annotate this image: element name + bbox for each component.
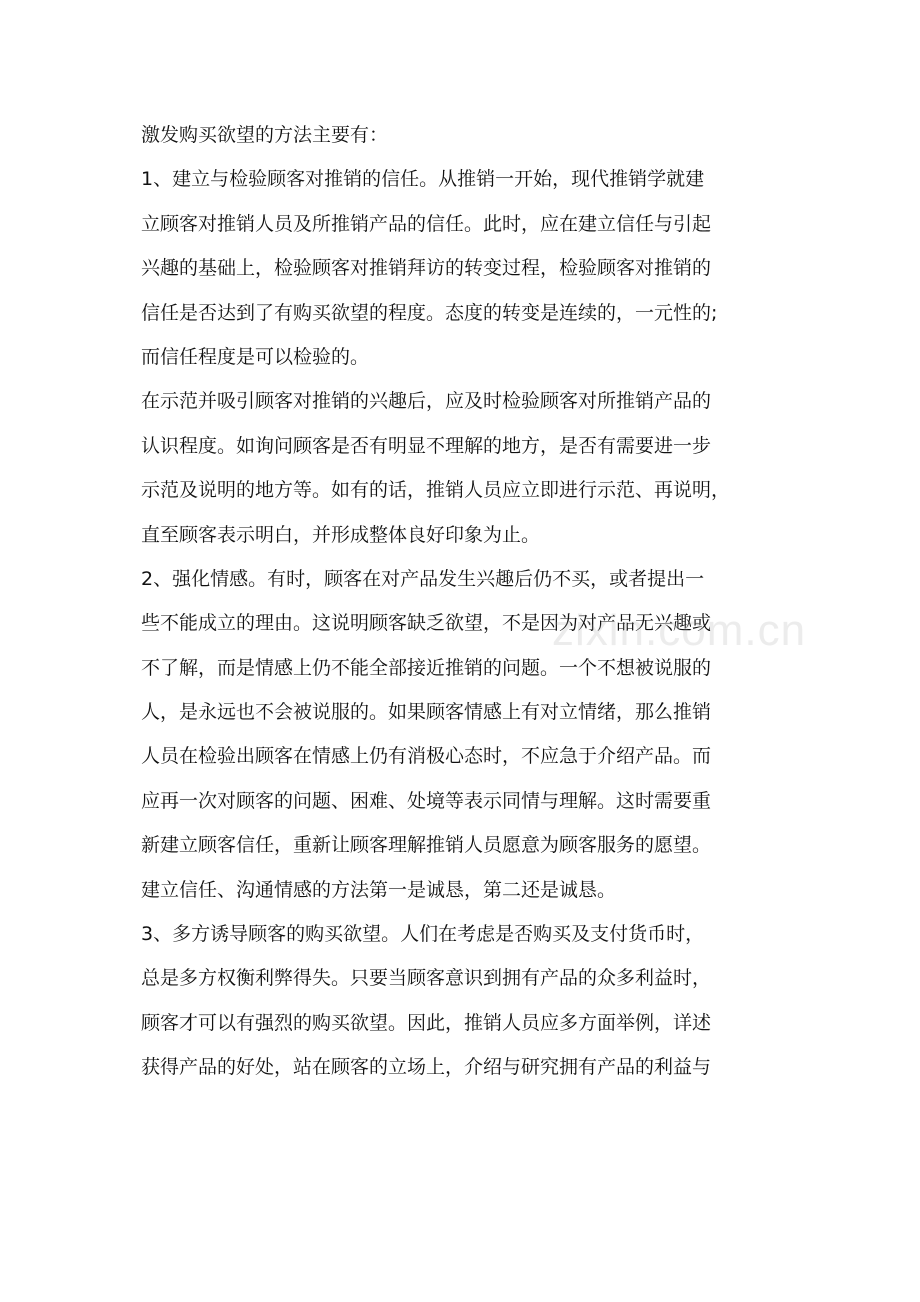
text-line: 认识程度。如询问顾客是否有明显不理解的地方，是否有需要进一步 xyxy=(141,434,712,457)
text-line: 激发购买欲望的方法主要有： xyxy=(141,124,389,146)
text-line: 立顾客对推销人员及所推销产品的信任。此时，应在建立信任与引起 xyxy=(141,212,712,235)
text-line: 3、多方诱导顾客的购买欲望。人们在考虑是否购买及支付货币时， xyxy=(141,923,705,946)
text-line: 人员在检验出顾客在情感上仍有消极心态时，不应急于介绍产品。而 xyxy=(141,745,712,768)
text-line: 人，是永远也不会被说服的。如果顾客情感上有对立情绪，那么推销 xyxy=(141,701,712,724)
text-line: 直至顾客表示明白，并形成整体良好印象为止。 xyxy=(141,523,541,546)
document-body xyxy=(141,113,801,1090)
text-line: 示范及说明的地方等。如有的话，推销人员应立即进行示范、再说明， xyxy=(141,479,731,502)
text-line: 不了解，而是情感上仍不能全部接近推销的问题。一个不想被说服的 xyxy=(141,656,712,679)
text-line: 信任是否达到了有购买欲望的程度。态度的转变是连续的，一元性的; xyxy=(141,301,718,324)
text-line: 2、强化情感。有时，顾客在对产品发生兴趣后仍不买，或者提出一 xyxy=(141,567,705,590)
text-line: 顾客才可以有强烈的购买欲望。因此，推销人员应多方面举例，详述 xyxy=(141,1011,712,1034)
text-line: 些不能成立的理由。这说明顾客缺乏欲望，不是因为对产品无兴趣或 xyxy=(141,612,712,635)
text-line: 应再一次对顾客的问题、困难、处境等表示同情与理解。这时需要重 xyxy=(141,789,712,812)
text-line: 而信任程度是可以检验的。 xyxy=(141,345,370,368)
text-line: 总是多方权衡利弊得失。只要当顾客意识到拥有产品的众多利益时， xyxy=(141,967,712,990)
text-line: 建立信任、沟通情感的方法第一是诚恳，第二还是诚恳。 xyxy=(141,878,617,901)
watermark: zixin.com.cn xyxy=(552,606,807,655)
text-line: 1、建立与检验顾客对推销的信任。从推销一开始，现代推销学就建 xyxy=(141,168,705,191)
text-line: 在示范并吸引顾客对推销的兴趣后，应及时检验顾客对所推销产品的 xyxy=(141,390,712,413)
text-line: 获得产品的好处，站在顾客的立场上，介绍与研究拥有产品的利益与 xyxy=(141,1056,712,1079)
text-line: 兴趣的基础上，检验顾客对推销拜访的转变过程，检验顾客对推销的 xyxy=(141,257,712,280)
text-line: 新建立顾客信任，重新让顾客理解推销人员愿意为顾客服务的愿望。 xyxy=(141,834,712,857)
